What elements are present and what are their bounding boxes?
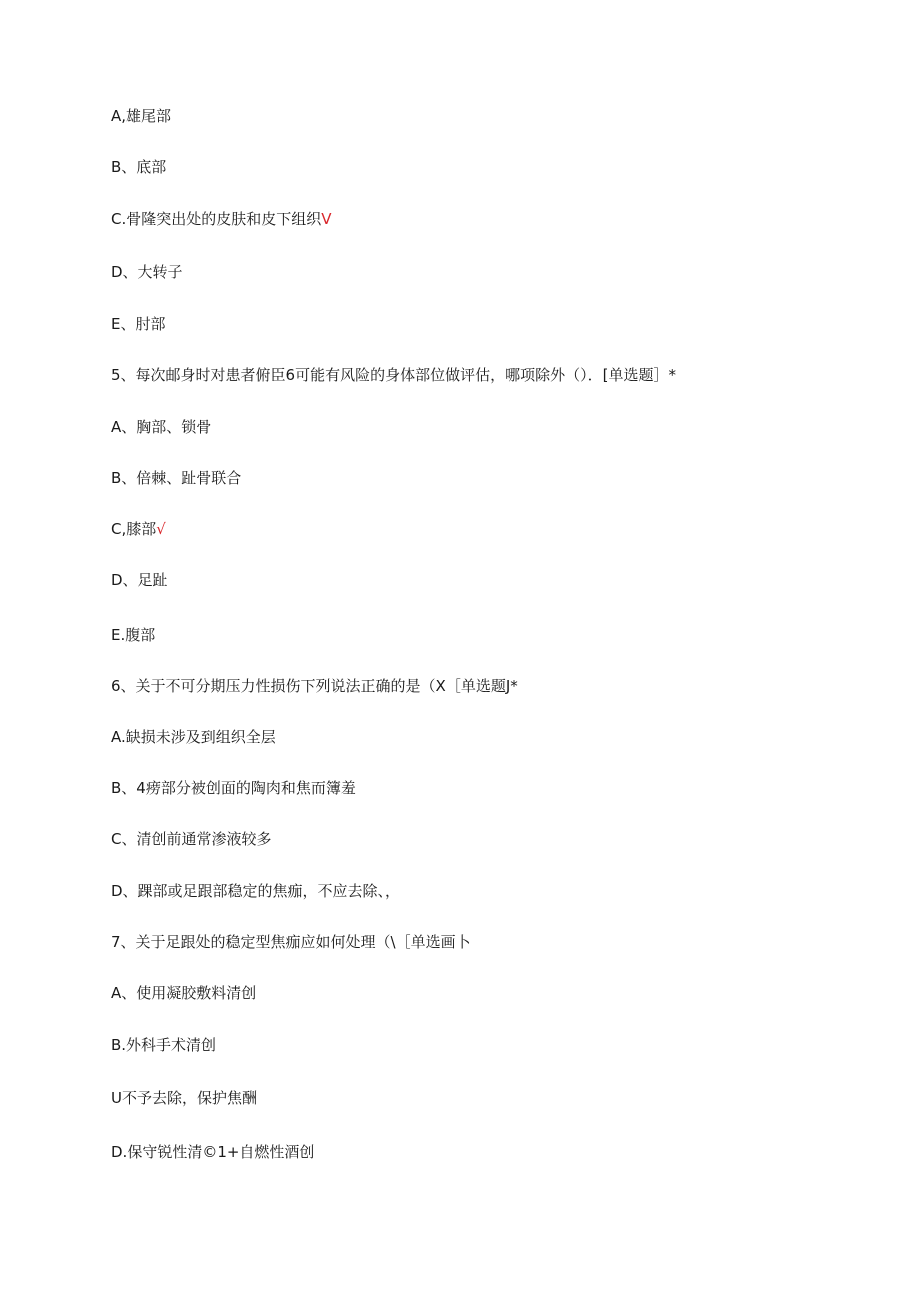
line-text: 6、关于不可分期压力性损伤下列说法正确的是（X［单选题J*	[111, 677, 518, 695]
option-line	[111, 727, 276, 747]
option-line	[111, 1088, 257, 1108]
option-line	[111, 625, 155, 645]
line-text: D.保守锐性清©1+自燃性酒创	[111, 1143, 315, 1161]
option-line	[111, 519, 166, 539]
option-line	[111, 209, 332, 229]
line-text: A、使用凝胶敷料清创	[111, 984, 257, 1002]
question-line	[111, 365, 676, 385]
option-line	[111, 106, 171, 126]
option-line	[111, 468, 241, 488]
option-line	[111, 417, 211, 437]
line-text: E.腹部	[111, 626, 156, 644]
line-text: A,雄尾部	[111, 107, 172, 125]
option-line	[111, 157, 166, 177]
option-line	[111, 1035, 216, 1055]
line-text: U不予去除，保护焦酬	[111, 1089, 257, 1107]
line-text: 5、每次邮身时对患者俯臣6可能有风险的身体部位做评估，哪项除外（）．[单选题］*	[111, 366, 676, 384]
line-text: C.骨隆突出处的皮肤和皮下组织	[111, 210, 322, 228]
option-line	[111, 829, 271, 849]
check-mark: √	[156, 520, 166, 538]
line-text: B、底部	[111, 158, 167, 176]
line-text: D、大转子	[111, 263, 183, 281]
option-line	[111, 778, 356, 798]
line-text: B.外科手术清创	[111, 1036, 217, 1054]
question-line	[111, 932, 471, 952]
option-line	[111, 1142, 314, 1162]
line-text: D、足趾	[111, 571, 168, 589]
line-text: C,膝部	[111, 520, 157, 538]
line-text: B、倍棘、趾骨联合	[111, 469, 242, 487]
option-line	[111, 881, 400, 901]
option-line	[111, 262, 183, 282]
line-text: C、清创前通常渗液较多	[111, 830, 272, 848]
line-text: D、踝部或足跟部稳定的焦痂，不应去除、，	[111, 882, 401, 900]
option-line	[111, 983, 256, 1003]
option-line	[111, 314, 165, 334]
line-text: B、4痨部分被创面的陶肉和焦而簿羞	[111, 779, 356, 797]
line-text: 7、关于足跟处的稳定型焦痂应如何处理（\［单选画卜	[111, 933, 471, 951]
check-mark: V	[321, 210, 332, 228]
line-text: A、胸部、锁骨	[111, 418, 212, 436]
line-text: A.缺损未涉及到组织全层	[111, 728, 276, 746]
question-line	[111, 676, 518, 696]
line-text: E、肘部	[111, 315, 166, 333]
option-line	[111, 570, 168, 590]
